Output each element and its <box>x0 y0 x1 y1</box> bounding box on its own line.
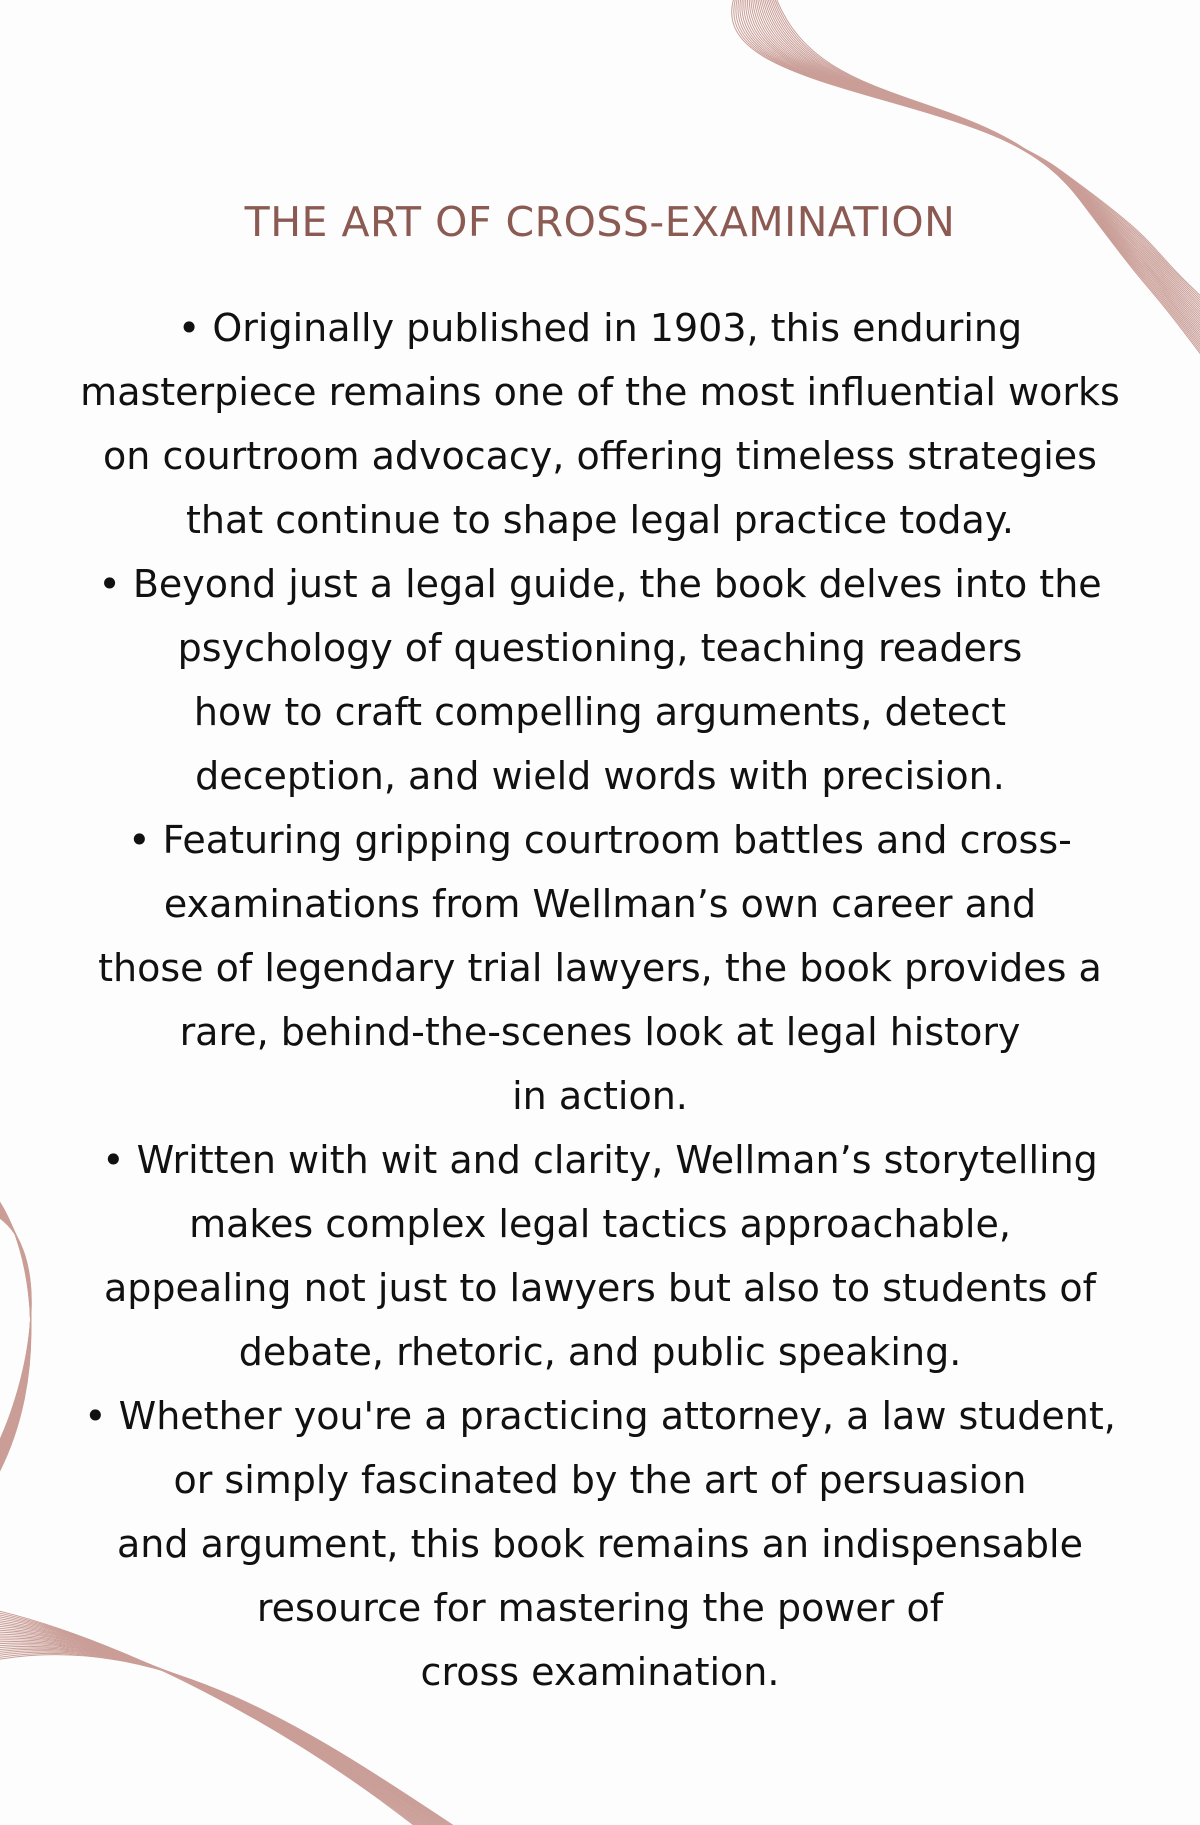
body-line: rare, behind-the-scenes look at legal history <box>179 1010 1021 1054</box>
body-line: those of legendary trial lawyers, the book provides a <box>98 946 1102 990</box>
body-line: • Beyond just a legal guide, the book delves into the <box>98 562 1102 606</box>
body-line: resource for mastering the power of <box>256 1586 944 1630</box>
body-line: • Featuring gripping courtroom battles and cross- <box>128 818 1072 862</box>
body-line: deception, and wield words with precision. <box>195 754 1005 798</box>
body-line: examinations from Wellman’s own career and <box>163 882 1037 926</box>
body-line: in action. <box>512 1074 688 1118</box>
body-line: on courtroom advocacy, offering timeless strategies <box>103 434 1097 478</box>
body-line: that continue to shape legal practice today. <box>186 498 1014 542</box>
body-line: debate, rhetoric, and public speaking. <box>238 1330 962 1374</box>
page-title: THE ART OF CROSS-EXAMINATION <box>244 198 956 246</box>
body-line: and argument, this book remains an indispensable <box>117 1522 1083 1566</box>
body-line: cross examination. <box>420 1650 780 1694</box>
body-line: or simply fascinated by the art of persuasion <box>173 1458 1027 1502</box>
body-line: how to craft compelling arguments, detect <box>193 690 1007 734</box>
body-line: appealing not just to lawyers but also to students of <box>104 1266 1096 1310</box>
body-line: • Whether you're a practicing attorney, a law student, <box>84 1394 1116 1438</box>
body-line: psychology of questioning, teaching readers <box>177 626 1023 670</box>
body-line: • Originally published in 1903, this enduring <box>177 306 1023 350</box>
body-line: makes complex legal tactics approachable, <box>189 1202 1011 1246</box>
body-line: • Written with wit and clarity, Wellman’s storytelling <box>102 1138 1098 1182</box>
body-line: masterpiece remains one of the most influential works <box>80 370 1120 414</box>
